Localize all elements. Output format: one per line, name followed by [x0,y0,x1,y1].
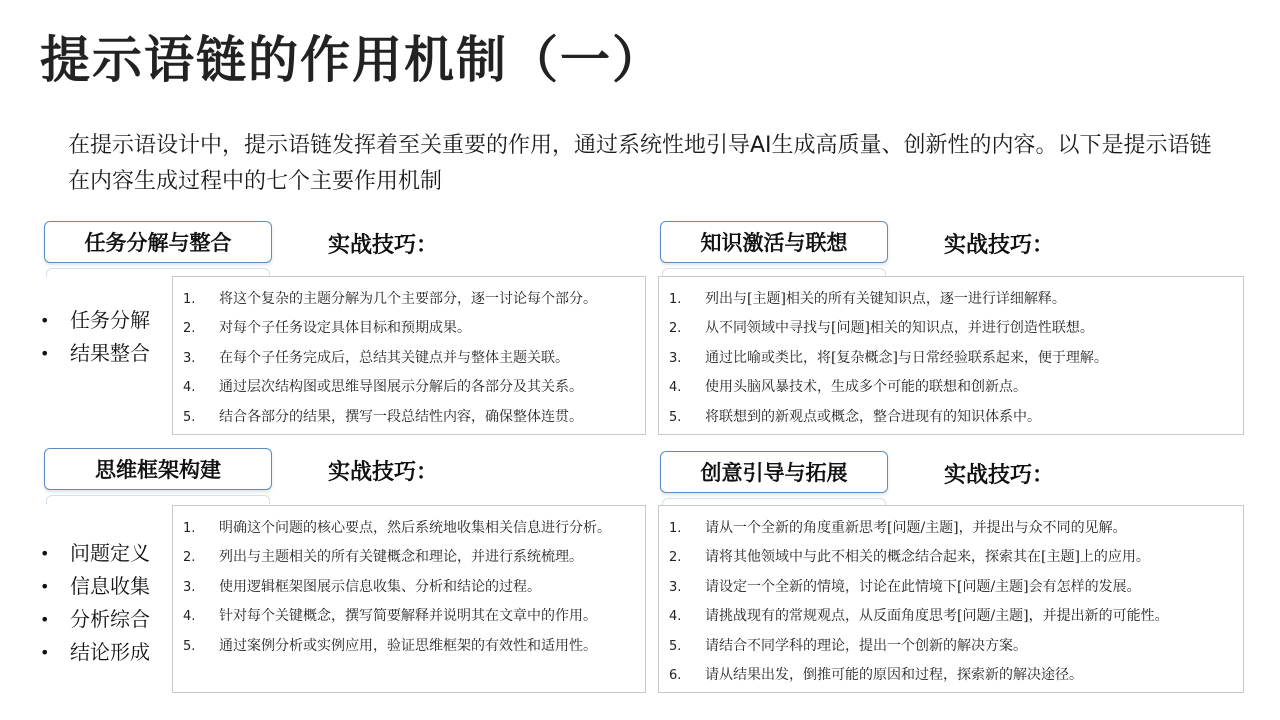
tip-number: 3. [669,579,682,595]
tip-item [173,543,645,572]
tip-item [659,543,1243,572]
tip-text: 通过比喻或类比，将[复杂概念]与日常经验联系起来，便于理解。 [705,349,1108,366]
tip-number: 3. [183,350,196,366]
skills-label: 实战技巧： [944,233,1055,258]
tip-number: 1. [183,292,196,307]
tip-item [659,403,1243,432]
skills-label: 实战技巧： [944,463,1055,488]
tip-item [173,344,645,373]
tip-text: 请将其他领域中与此不相关的概念结合起来，探索其在[主题]上的应用。 [705,549,1150,566]
tip-text: 请挑战现有的常规观点，从反面角度思考[问题/主题]，并提出新的可能性。 [705,608,1169,625]
tip-text: 请设定一个全新的情境，讨论在此情境下[问题/主题]会有怎样的发展。 [705,578,1141,595]
tips-box [172,276,646,435]
tips-box [658,505,1244,693]
tip-item [659,285,1243,314]
keyword-item: • 结果整合 [40,337,150,370]
tips-box [172,505,646,693]
tip-item [659,514,1243,543]
tip-item [173,314,645,343]
tip-text: 使用头脑风暴技术，生成多个可能的联想和创新点。 [705,379,1027,396]
tip-number: 2. [183,550,196,566]
tip-item [173,602,645,631]
tip-number: 5. [669,409,682,425]
tip-text: 列出与主题相关的所有关键概念和理论，并进行系统梳理。 [219,549,583,566]
page-title: 提示语链的作用机制（一） [40,31,664,89]
keyword-list [40,304,150,370]
tip-number: 1. [669,521,682,536]
tip-item [659,344,1243,373]
tip-number: 5. [183,638,196,654]
heading-card-shadow [46,495,270,504]
tip-item [659,373,1243,402]
tip-number: 2. [669,321,682,337]
tip-text: 通过案例分析或实例应用，验证思维框架的有效性和适用性。 [219,637,597,654]
tip-number: 5. [183,409,196,425]
section-heading: 创意引导与拓展 [660,451,888,493]
tip-text: 使用逻辑框架图展示信息收集、分析和结论的过程。 [219,578,541,595]
section-heading: 知识激活与联想 [660,221,888,263]
section-creative-guidance [656,450,1256,684]
keyword-item: • 问题定义 [40,537,150,570]
tip-number: 3. [669,350,682,366]
tip-number: 4. [183,380,196,396]
tip-number: 2. [669,550,682,566]
tip-item [173,514,645,543]
intro-paragraph: 在提示语设计中，提示语链发挥着至关重要的作用，通过系统性地引导AI生成高质量、创新性的内容。以下是提示语链在内容生成过程中的七个主要作用机制 [68,133,1212,194]
tip-item [659,573,1243,602]
tip-item [659,661,1243,690]
section-heading: 任务分解与整合 [44,221,272,263]
tip-item [173,403,645,432]
tip-number: 4. [669,380,682,396]
tip-text: 结合各部分的结果，撰写一段总结性内容，确保整体连贯。 [219,408,583,425]
skills-label: 实战技巧： [328,460,439,485]
tip-text: 明确这个问题的核心要点，然后系统地收集相关信息进行分析。 [219,520,611,536]
tip-text: 在每个子任务完成后，总结其关键点并与整体主题关联。 [219,349,569,366]
tip-text: 请从一个全新的角度重新思考[问题/主题]，并提出与众不同的见解。 [705,520,1127,536]
skills-label: 实战技巧： [328,233,439,258]
tip-text: 通过层次结构图或思维导图展示分解后的各部分及其关系。 [219,379,583,396]
tip-item [173,373,645,402]
tip-item [173,285,645,314]
tip-number: 5. [669,638,682,654]
tip-number: 1. [669,292,682,307]
tip-item [659,602,1243,631]
tip-item [659,314,1243,343]
tip-text: 对每个子任务设定具体目标和预期成果。 [219,320,471,337]
keyword-item: • 结论形成 [40,636,150,669]
tip-text: 从不同领域中寻找与[问题]相关的知识点，并进行创造性联想。 [705,320,1094,337]
tip-number: 6. [669,668,682,684]
tip-number: 3. [183,579,196,595]
tip-number: 4. [669,609,682,625]
tip-item [173,573,645,602]
tip-text: 将这个复杂的主题分解为几个主要部分，逐一讨论每个部分。 [219,291,597,307]
tip-text: 针对每个关键概念，撰写简要解释并说明其在文章中的作用。 [219,608,597,625]
section-heading: 思维框架构建 [44,448,272,490]
section-thinking-framework [40,447,640,677]
section-knowledge-activation [656,220,1256,450]
tip-text: 将联想到的新观点或概念，整合进现有的知识体系中。 [705,408,1041,425]
tip-text: 列出与[主题]相关的所有关键知识点，逐一进行详细解释。 [705,291,1066,307]
keyword-item: • 任务分解 [40,304,150,337]
tip-item [659,632,1243,661]
keyword-item: • 分析综合 [40,603,150,636]
keyword-list [40,537,150,669]
tip-number: 1. [183,521,196,536]
tip-text: 请结合不同学科的理论，提出一个创新的解决方案。 [705,637,1027,654]
tip-item [173,632,645,661]
tip-text: 请从结果出发，倒推可能的原因和过程，探索新的解决途径。 [705,667,1083,684]
tip-number: 2. [183,321,196,337]
section-task-decomposition [40,220,640,450]
keyword-item: • 信息收集 [40,570,150,603]
tip-number: 4. [183,609,196,625]
tips-box [658,276,1244,435]
